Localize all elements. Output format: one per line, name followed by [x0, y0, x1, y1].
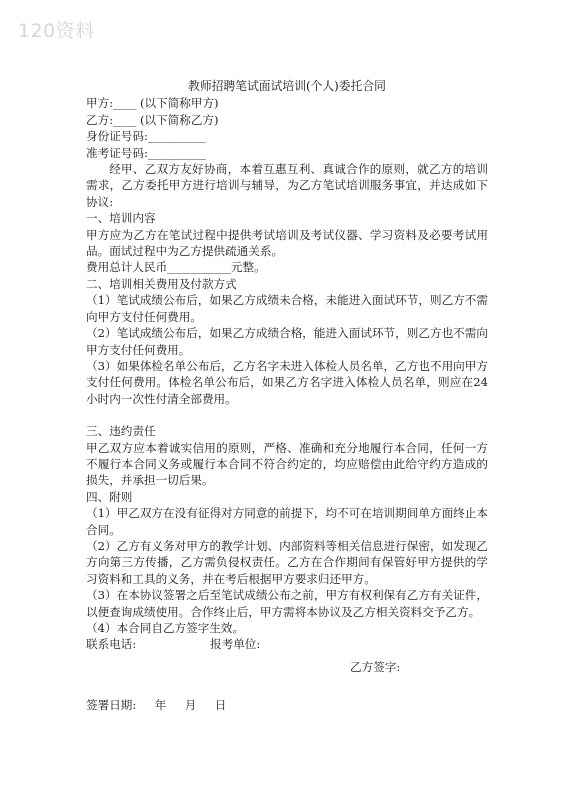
breach-paragraph: 甲乙双方应本着诚实信用的原则，严格、准确和充分地履行本合同，任何一方不履行本合同义务或履行本合同不符合约定的，均应赔偿由此给守约方造成的损失，并承担一切后果。: [86, 440, 488, 488]
sign-date-line: 签署日期: 年 月 日: [86, 698, 227, 713]
fee-total-line: 费用总计人民币___________元整。: [86, 260, 266, 275]
section-heading-breach: 三、违约责任: [86, 424, 156, 439]
party-b-line: 乙方:____ (以下简称乙方): [86, 112, 219, 127]
contact-phone-label: 联系电话:: [86, 637, 137, 652]
watermark-logo: 120资料: [18, 20, 95, 42]
appendix-clause-3: （3）在本协议签署之后至笔试成绩公布之前，甲方有权利保有乙方有关证件，以便查询成绩使用。合作终止后，甲方需将本协议及乙方相关资料交予乙方。: [86, 588, 488, 619]
training-content-paragraph: 甲方应为乙方在笔试过程中提供考试培训及考试仪器、学习资料及必要考试用品。面试过程中为乙方提供疏通关系。: [86, 227, 488, 259]
fee-clause-3: （3）如果体检名单公布后，乙方名字未进入体检人员名单，乙方也不用向甲方支付任何费用。体检名单公布后，如果乙方名字进入体检人员名单，则应在24小时内一次性付清全部费用。: [86, 358, 488, 406]
appendix-clause-4: （4）本合同自乙方签字生效。: [86, 621, 245, 635]
appendix-clause-2: （2）乙方有义务对甲方的教学计划、内部资料等相关信息进行保密，如发现乙方向第三方传播，乙方需负侵权责任。乙方在合作期间有保管好甲方提供的学习资料和工具的义务，并在考后根据甲方要求归还甲方。: [86, 538, 488, 586]
contract-document: [86, 78, 488, 714]
section-heading-fees: 二、培训相关费用及付款方式: [86, 276, 237, 291]
document-title: 教师招聘笔试面试培训(个人)委托合同: [188, 79, 386, 93]
fee-clause-1: （1）笔试成绩公布后，如果乙方成绩未合格，未能进入面试环节，则乙方不需向甲方支付任何费用。: [86, 293, 488, 324]
party-b-signature-label: 乙方签字:: [350, 659, 401, 674]
exam-ticket-line: 准考证号码:__________: [86, 145, 206, 160]
fee-clause-2: （2）笔试成绩公布后，如果乙方成绩合格，能进入面试环节，则乙方也不需向甲方支付任何费用。: [86, 326, 488, 357]
appendix-clause-1: （1）甲乙双方在没有征得对方同意的前提下，均不可在培训期间单方面终止本合同。: [86, 506, 488, 537]
section-heading-appendix: 四、附则: [86, 489, 133, 504]
id-number-line: 身份证号码:__________: [86, 129, 206, 144]
signature-row: [86, 636, 488, 652]
section-heading-training: 一、培训内容: [86, 211, 156, 226]
party-a-line: 甲方:____ (以下简称甲方): [86, 96, 219, 111]
applicant-unit-label: 报考单位:: [210, 637, 261, 652]
blank-line: [86, 407, 488, 423]
intro-paragraph: 经甲、乙双方友好协商，本着互惠互利、真诚合作的原则，就乙方的培训需求，乙方委托甲方进行培训与辅导，为乙方笔试培训服务事宜，并达成如下协议:: [86, 162, 488, 209]
